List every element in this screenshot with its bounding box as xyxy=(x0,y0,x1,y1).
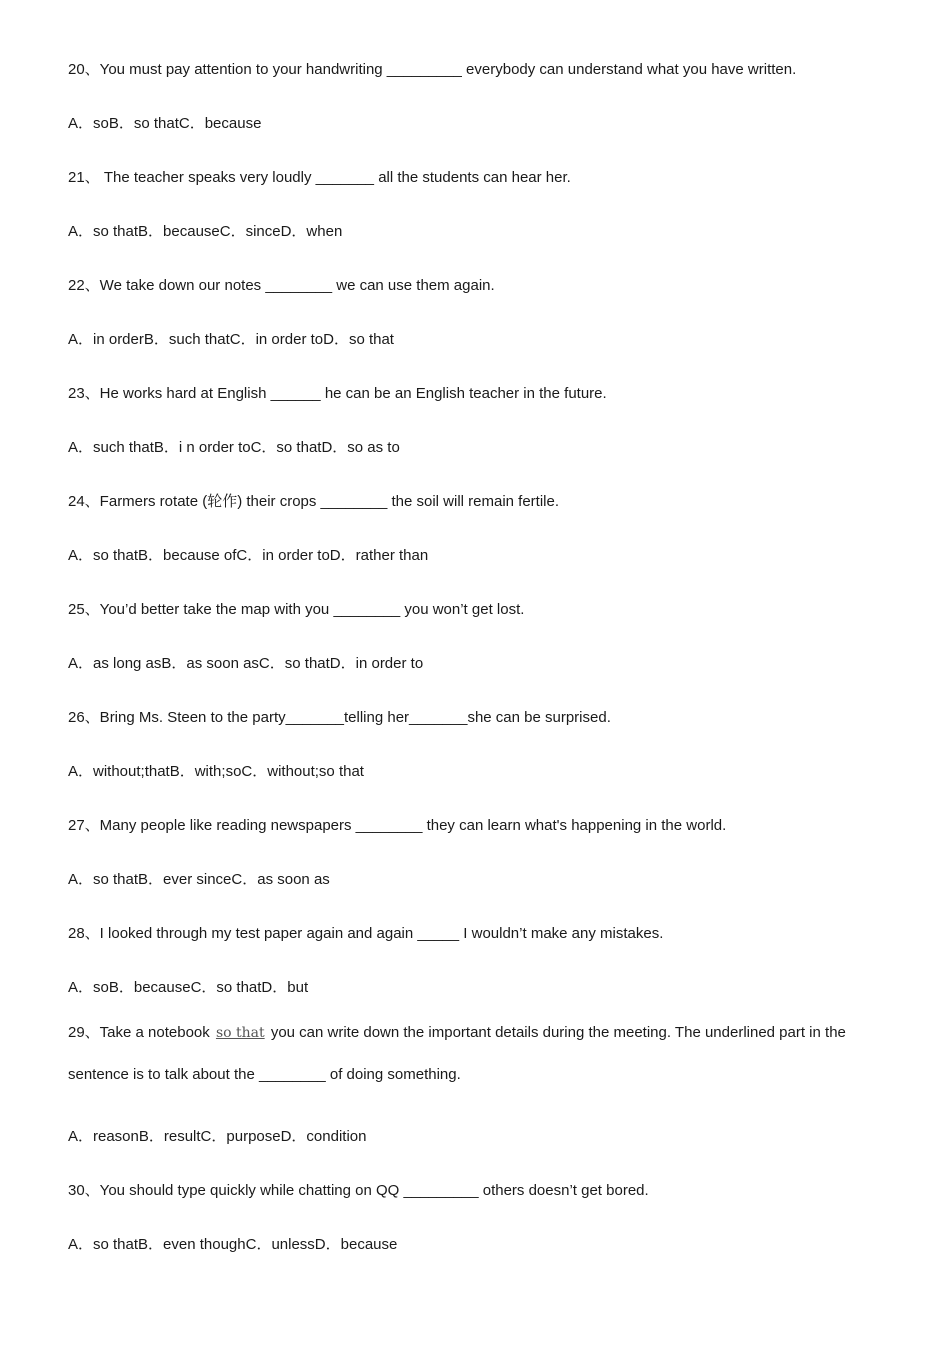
options-29: A．reasonB．resultC．purposeD．condition xyxy=(68,1128,367,1145)
question-27: 27、Many people like reading newspapers ________ they can learn what's happening in the world. xyxy=(68,817,727,834)
question-25: 25、You’d better take the map with you ________ you won’t get lost. xyxy=(68,601,525,618)
question-26: 26、Bring Ms. Steen to the party_______telling her_______she can be surprised. xyxy=(68,709,611,726)
options-24: A．so thatB．because ofC．in order toD．rather than xyxy=(68,547,429,564)
options-26: A．without;thatB．with;soC．without;so that xyxy=(68,763,364,780)
question-21: 21、 The teacher speaks very loudly _______ all the students can hear her. xyxy=(68,169,571,186)
options-25: A．as long asB．as soon asC．so thatD．in order to xyxy=(68,655,424,672)
question-28: 28、I looked through my test paper again and again _____ I wouldn’t make any mistakes. xyxy=(68,925,664,942)
options-20: A．soB．so thatC．because xyxy=(68,115,262,132)
question-29-after: you can write down the important details during the meeting. The underlined part in the sentence is to talk about the ________ of doing something. xyxy=(68,1024,846,1083)
question-24: 24、Farmers rotate (轮作) their crops ________ the soil will remain fertile. xyxy=(68,493,560,510)
question-29 xyxy=(68,1012,868,1095)
options-30: A．so thatB．even thoughC．unlessD．because xyxy=(68,1236,398,1253)
question-29-before: 29、Take a notebook xyxy=(68,1024,210,1041)
options-23: A．such thatB．i n order toC．so thatD．so as to xyxy=(68,439,400,456)
question-29-underlined: so that xyxy=(215,1025,265,1041)
options-28: A．soB．becauseC．so thatD．but xyxy=(68,979,309,996)
question-30: 30、You should type quickly while chatting on QQ _________ others doesn’t get bored. xyxy=(68,1182,649,1199)
options-27: A．so thatB．ever sinceC．as soon as xyxy=(68,871,330,888)
question-20: 20、You must pay attention to your handwriting _________ everybody can understand what you have written. xyxy=(68,61,797,78)
question-23: 23、He works hard at English ______ he can be an English teacher in the future. xyxy=(68,385,607,402)
options-21: A．so thatB．becauseC．sinceD．when xyxy=(68,223,343,240)
question-22: 22、We take down our notes ________ we can use them again. xyxy=(68,277,495,294)
options-22: A．in orderB．such thatC．in order toD．so that xyxy=(68,331,394,348)
